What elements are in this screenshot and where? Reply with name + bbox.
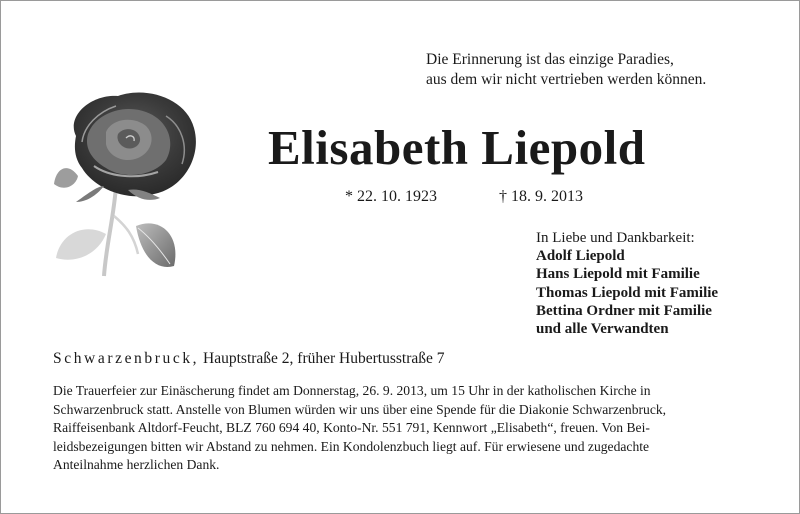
mourners-heading: In Liebe und Dankbarkeit: <box>536 230 695 246</box>
mourners-list <box>536 229 786 338</box>
address-town: Schwarzenbruck, <box>53 350 200 367</box>
family-address <box>53 350 445 368</box>
mourner-name: und alle Verwandten <box>536 321 669 338</box>
notice-line: Raiffeisenbank Altdorf-Feucht, BLZ 760 694 40, Konto-Nr. 551 791, Kennwort „Elisabeth“, freuen. Von Bei- <box>53 420 650 436</box>
death-date: † 18. 9. 2013 <box>499 188 583 205</box>
address-street: Hauptstraße 2, früher Hubertusstraße 7 <box>199 350 445 367</box>
rose-illustration <box>46 76 216 286</box>
notice-line: Die Trauerfeier zur Einäscherung findet am Donnerstag, 26. 9. 2013, um 15 Uhr in der katholischen Kirche in <box>53 383 651 398</box>
quote-line: aus dem wir nicht vertrieben werden können. <box>426 71 707 88</box>
notice-line: Anteilnahme herzlichen Dank. <box>53 457 220 473</box>
quote-line: Die Erinnerung ist das einzige Paradies, <box>426 51 674 68</box>
birth-date: * 22. 10. 1923 <box>345 188 437 205</box>
deceased-name: Elisabeth Liepold <box>268 120 646 175</box>
mourner-name: Thomas Liepold mit Familie <box>536 284 719 301</box>
mourner-name: Adolf Liepold <box>536 248 625 265</box>
mourner-name: Bettina Ordner mit Familie <box>536 302 712 319</box>
notice-line: leidsbezeigungen bitten wir Abstand zu nehmen. Ein Kondolenzbuch liegt auf. Für erwiesene und zugedachte <box>53 438 650 454</box>
funeral-notice <box>53 382 753 475</box>
memorial-quote <box>426 50 766 90</box>
notice-line: Schwarzenbruck statt. Anstelle von Blumen würden wir uns über eine Spende für die Diakonie Schwarzenbruck, <box>53 401 667 417</box>
mourner-name: Hans Liepold mit Familie <box>536 266 700 283</box>
